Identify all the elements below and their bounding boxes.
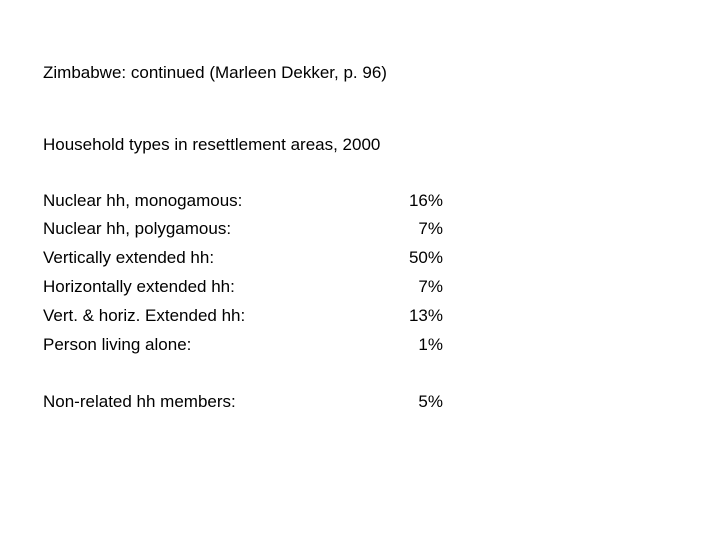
- row-value: 7%: [418, 277, 443, 296]
- list-item: [43, 248, 443, 268]
- row-value: 16%: [408, 191, 443, 210]
- row-label: Vert. & horiz. Extended hh:: [43, 306, 246, 325]
- list-item: [43, 335, 443, 355]
- row-value: 50%: [408, 248, 443, 267]
- row-value: 13%: [408, 306, 443, 325]
- row-label: Nuclear hh, polygamous:: [43, 219, 232, 238]
- row-label: Person living alone:: [43, 335, 192, 354]
- section-subtitle: Household types in resettlement areas, 2000: [43, 135, 381, 154]
- list-item: [43, 277, 443, 297]
- row-value: 7%: [418, 219, 443, 238]
- row-label: Nuclear hh, monogamous:: [43, 191, 243, 210]
- row-label: Vertically extended hh:: [43, 248, 215, 267]
- non-related-row: [43, 392, 443, 412]
- list-item: [43, 306, 443, 326]
- list-item: [43, 219, 443, 239]
- row-value: 1%: [418, 335, 443, 354]
- list-item: [43, 191, 443, 211]
- row-label: Horizontally extended hh:: [43, 277, 235, 296]
- row-value: 5%: [418, 392, 443, 411]
- row-label: Non-related hh members:: [43, 392, 236, 411]
- page-title: Zimbabwe: continued (Marleen Dekker, p. 96): [43, 63, 387, 82]
